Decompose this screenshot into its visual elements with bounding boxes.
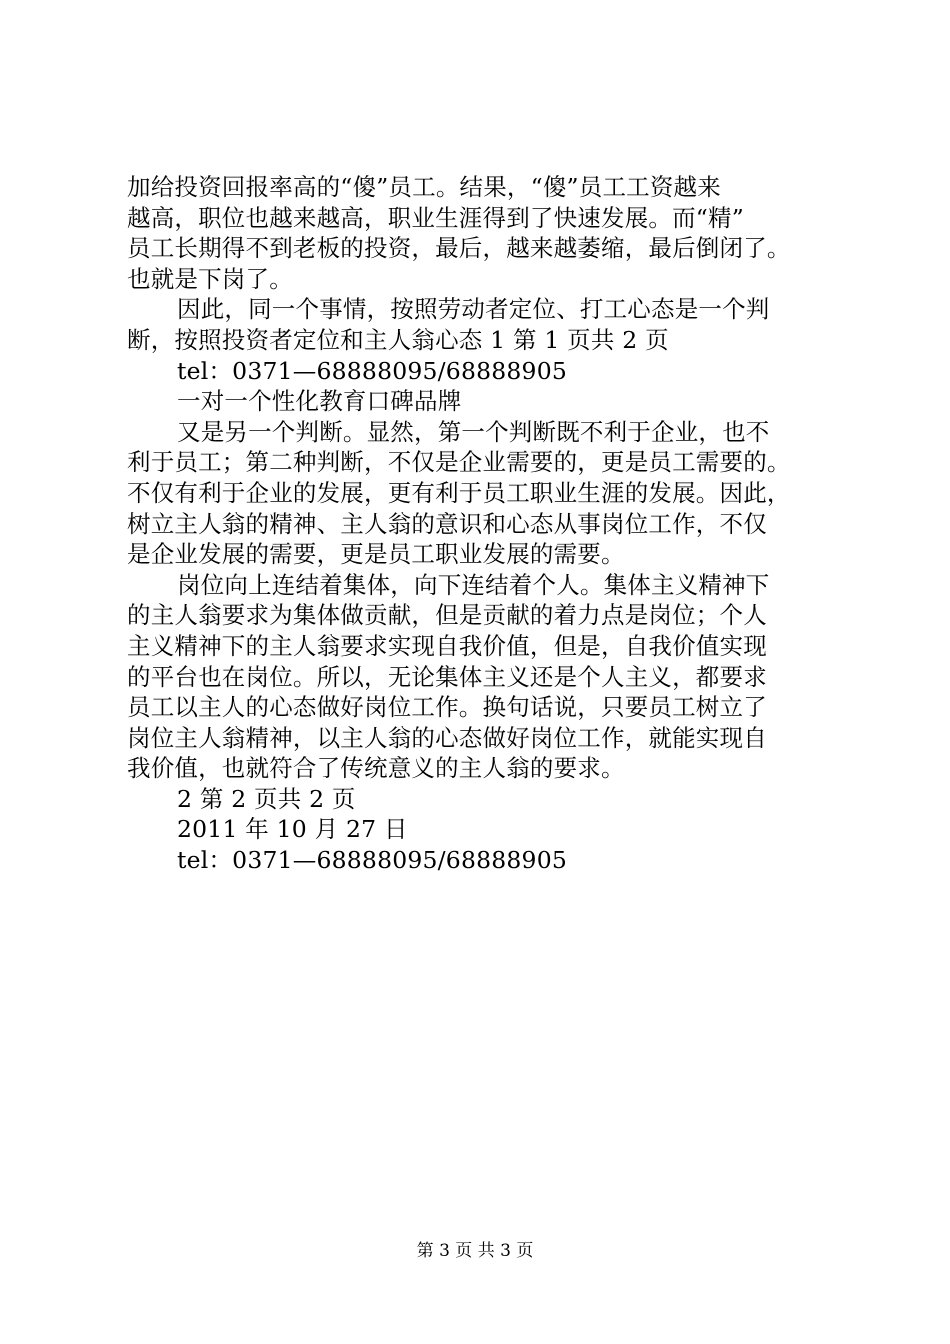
text-line: 越高，职位也越来越高，职业生涯得到了快速发展。而“精” — [127, 203, 744, 232]
text-line: 岗位向上连结着集体，向下连结着个人。集体主义精神下 — [177, 570, 770, 599]
text-line: 加给投资回报率高的“傻”员工。结果，“傻”员工工资越来 — [127, 173, 721, 201]
text-line: 一对一个性化教育口碑品牌 — [177, 387, 462, 416]
text-line: 我价值，也就符合了传统意义的主人翁的要求。 — [127, 754, 625, 783]
text-line: 树立主人翁的精神、主人翁的意识和心态从事岗位工作，不仅 — [127, 509, 767, 538]
text-line: 2 第 2 页共 2 页 — [177, 784, 356, 813]
text-line: 断，按照投资者定位和主人翁心态 1 第 1 页共 2 页 — [127, 325, 669, 354]
text-line: 2011 年 10 月 27 日 — [177, 815, 408, 844]
text-line: 是企业发展的需要，更是员工职业发展的需要。 — [127, 540, 625, 569]
text-line: 员工长期得不到老板的投资，最后，越来越萎缩，最后倒闭了。 — [127, 234, 791, 263]
text-line: 主义精神下的主人翁要求实现自我价值，但是，自我价值实现 — [127, 631, 767, 660]
page-footer: 第 3 页 共 3 页 — [416, 1241, 534, 1261]
text-line: 的平台也在岗位。所以，无论集体主义还是个人主义，都要求 — [127, 662, 767, 691]
text-line: tel：0371—68888095/68888905 — [177, 356, 568, 385]
text-line: 也就是下岗了。 — [127, 264, 293, 293]
text-line: 因此，同一个事情，按照劳动者定位、打工心态是一个判 — [177, 295, 770, 324]
text-line: 岗位主人翁精神，以主人翁的心态做好岗位工作，就能实现自 — [127, 723, 767, 752]
text-line: 的主人翁要求为集体做贡献，但是贡献的着力点是岗位；个人 — [127, 601, 767, 630]
document-body — [127, 172, 847, 876]
text-line: tel：0371—68888095/68888905 — [177, 846, 568, 875]
text-line: 又是另一个判断。显然，第一个判断既不利于企业，也不 — [177, 417, 770, 446]
text-line: 利于员工；第二种判断，不仅是企业需要的，更是员工需要的。 — [127, 448, 791, 477]
text-line: 员工以主人的心态做好岗位工作。换句话说，只要员工树立了 — [127, 693, 767, 722]
text-line: 不仅有利于企业的发展，更有利于员工职业生涯的发展。因此， — [127, 478, 791, 507]
